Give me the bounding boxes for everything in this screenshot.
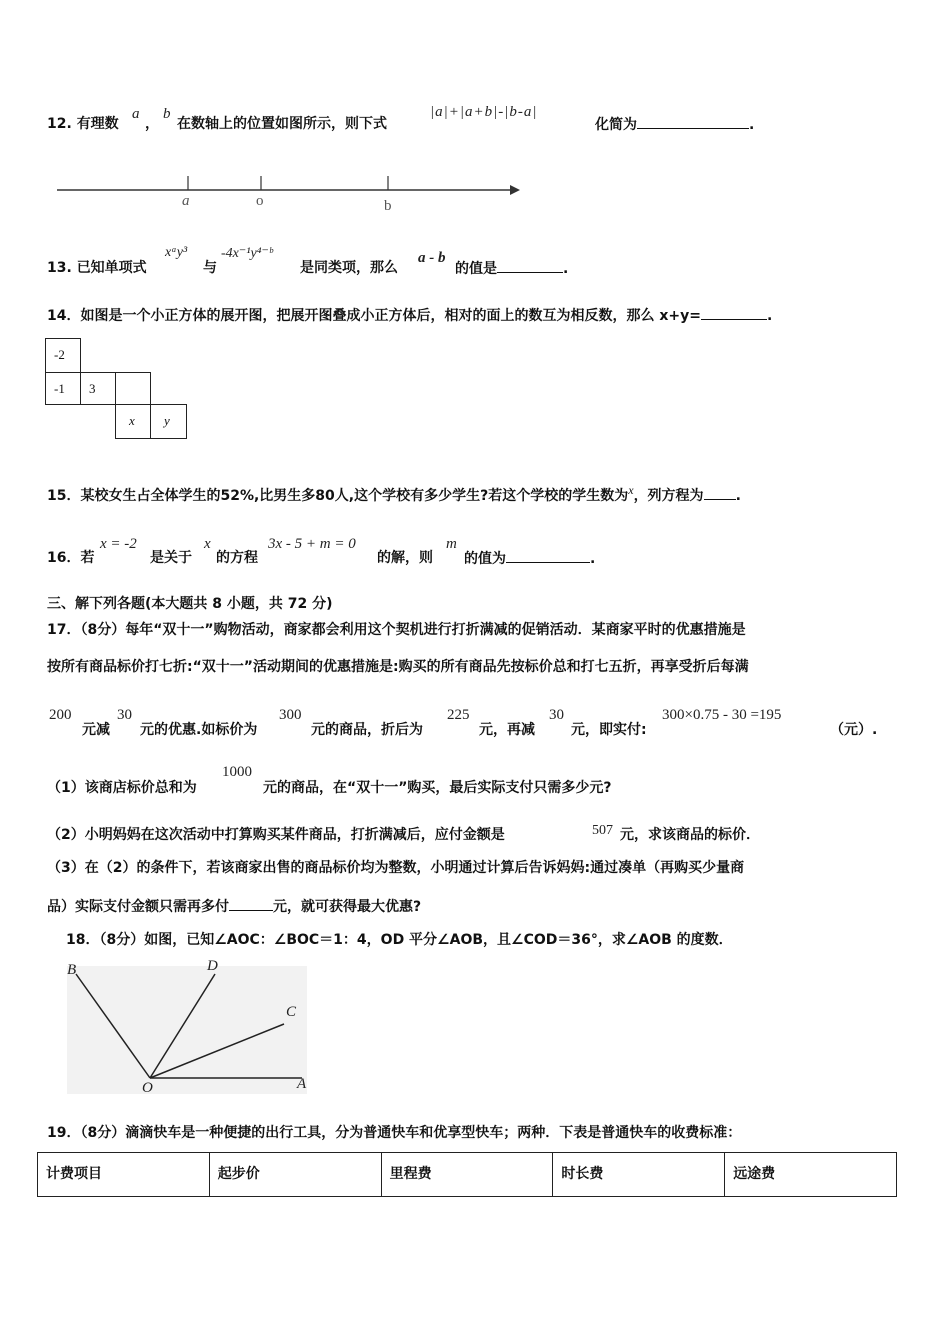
- table-header-cell: 里程费: [381, 1153, 553, 1197]
- q16-equation: 3x - 5 + m = 0: [268, 536, 356, 552]
- q17-line2: 按所有商品标价打七折:“双十一”活动期间的优惠措施是:购买的所有商品先按标价总和打七五折，再享受折后每满: [47, 659, 749, 675]
- axis-label-o: o: [256, 193, 264, 209]
- answer-blank[interactable]: [701, 305, 767, 320]
- table-header-cell: 计费项目: [38, 1153, 210, 1197]
- q17-part2-a: （2）小明妈妈在这次活动中打算购买某件商品，打折满减后，应付金额是: [47, 827, 505, 843]
- q12-expression: |a|+|a+b|-|b-a|: [430, 104, 538, 120]
- q17-t-shifu: 元，即实付:: [571, 722, 647, 738]
- q17-n507: 507: [592, 823, 613, 838]
- q17-n30b: 30: [549, 707, 564, 723]
- q17-part3-a: （3）在（2）的条件下，若该商家出售的商品标价均为整数，小明通过计算后告诉妈妈:通过凑单（再购买少量商: [47, 860, 745, 876]
- answer-blank[interactable]: [229, 896, 273, 911]
- fee-table: [37, 1152, 897, 1197]
- q13-monomial-2: -4x⁻¹y⁴⁻ᵇ: [221, 246, 273, 261]
- net-cell-y: y: [150, 404, 187, 439]
- q12-line: 12. 有理数: [47, 116, 119, 132]
- q18-line: 18．（8分）如图，已知∠AOC：∠BOC＝1：4，OD 平分∠AOB，且∠COD＝36°，求∠AOB 的度数．: [66, 932, 733, 948]
- q12-text3: 化简为 .: [595, 114, 754, 135]
- net-cell-minus1: -1: [45, 372, 81, 405]
- label-A: A: [297, 1076, 307, 1092]
- axis-label-b: b: [384, 198, 392, 214]
- label-C: C: [286, 1004, 297, 1020]
- answer-blank[interactable]: [637, 114, 749, 129]
- q17-part1-a: （1）该商店标价总和为: [47, 780, 197, 796]
- section-heading: 三、解下列各题(本大题共 8 小题，共 72 分): [47, 596, 333, 612]
- q17-line1: 17．（8分）每年“双十一”购物活动，商家都会利用这个契机进行打折满减的促销活动．某商家平时的优惠措施是: [47, 622, 746, 638]
- q17-n30: 30: [117, 707, 132, 723]
- label-D: D: [207, 958, 218, 974]
- q17-part1-b: 元的商品，在“双十一”购买，最后实际支付只需多少元?: [263, 780, 612, 796]
- q13-text2: 与: [203, 260, 217, 276]
- net-cell-empty: [115, 372, 151, 405]
- q12-var-b: b: [163, 106, 171, 122]
- q16-text1: 是关于: [150, 550, 192, 566]
- answer-blank[interactable]: [497, 258, 563, 273]
- q15-line: 15．某校女生占全体学生的52%,比男生多80人,这个学校有多少学生?若这个学校的学生数为x，列方程为 .: [47, 483, 741, 504]
- q17-t-yuanjian: 元减: [82, 722, 110, 738]
- q16-text3: 的解，则: [377, 550, 433, 566]
- q16-equation-x: x = -2: [100, 536, 137, 552]
- table-header-cell: 远途费: [725, 1153, 897, 1197]
- table-header-row: [38, 1153, 897, 1197]
- q13-text3: 是同类项，那么: [300, 260, 398, 276]
- q14-line: 14．如图是一个小正方体的展开图，把展开图叠成小正方体后，相对的面上的数互为相反数，那么 x+y= .: [47, 305, 772, 326]
- answer-blank[interactable]: [506, 548, 590, 563]
- q17-n225: 225: [447, 707, 470, 723]
- q17-t-youhui: 元的优惠.如标价为: [140, 722, 258, 738]
- q19-line: 19．（8分）滴滴快车是一种便捷的出行工具，分为普通快车和优享型快车；两种．下表是普通快车的收费标准：: [47, 1125, 742, 1141]
- q12-var-a: a: [132, 106, 140, 122]
- q17-t-yuan: （元）.: [830, 722, 878, 738]
- table-header-cell: 起步价: [209, 1153, 381, 1197]
- q16-text2: 的方程: [216, 550, 258, 566]
- label-B: B: [67, 962, 77, 978]
- q17-n200: 200: [49, 707, 72, 723]
- net-cell-minus2: -2: [45, 338, 81, 373]
- q16-var-m: m: [446, 536, 457, 552]
- q17-part2-b: 元，求该商品的标价．: [620, 827, 760, 843]
- table-header-cell: 时长费: [553, 1153, 725, 1197]
- q17-calculation: 300×0.75 - 30 =195: [662, 707, 782, 723]
- q13-text4: 的值是 .: [455, 258, 568, 279]
- q17-t-zaijian: 元，再减: [479, 722, 535, 738]
- q13-expression: a - b: [418, 250, 446, 266]
- number-line-figure: [55, 170, 525, 230]
- q12-comma: ，: [145, 116, 159, 132]
- q17-n1000: 1000: [222, 764, 252, 780]
- q12-text2: 在数轴上的位置如图所示，则下式: [177, 116, 387, 132]
- net-cell-3: 3: [80, 372, 116, 405]
- q17-t-shangpin: 元的商品，折后为: [311, 722, 423, 738]
- q13-line: 13. 已知单项式: [47, 260, 147, 276]
- axis-label-a: a: [182, 193, 190, 209]
- number-line-arrow: [510, 185, 520, 195]
- q17-part3-b: 品）实际支付金额只需再多付 元，就可获得最大优惠?: [47, 896, 421, 917]
- answer-blank[interactable]: [704, 485, 736, 500]
- q16-line: 16．若: [47, 550, 95, 566]
- q17-n300: 300: [279, 707, 302, 723]
- angle-figure: [62, 958, 312, 1098]
- q16-var-x: x: [204, 536, 211, 552]
- q16-text4: 的值为 .: [464, 548, 595, 569]
- q13-monomial-1: xᵃy³: [165, 245, 188, 260]
- label-O: O: [142, 1080, 153, 1096]
- net-cell-x: x: [115, 404, 151, 439]
